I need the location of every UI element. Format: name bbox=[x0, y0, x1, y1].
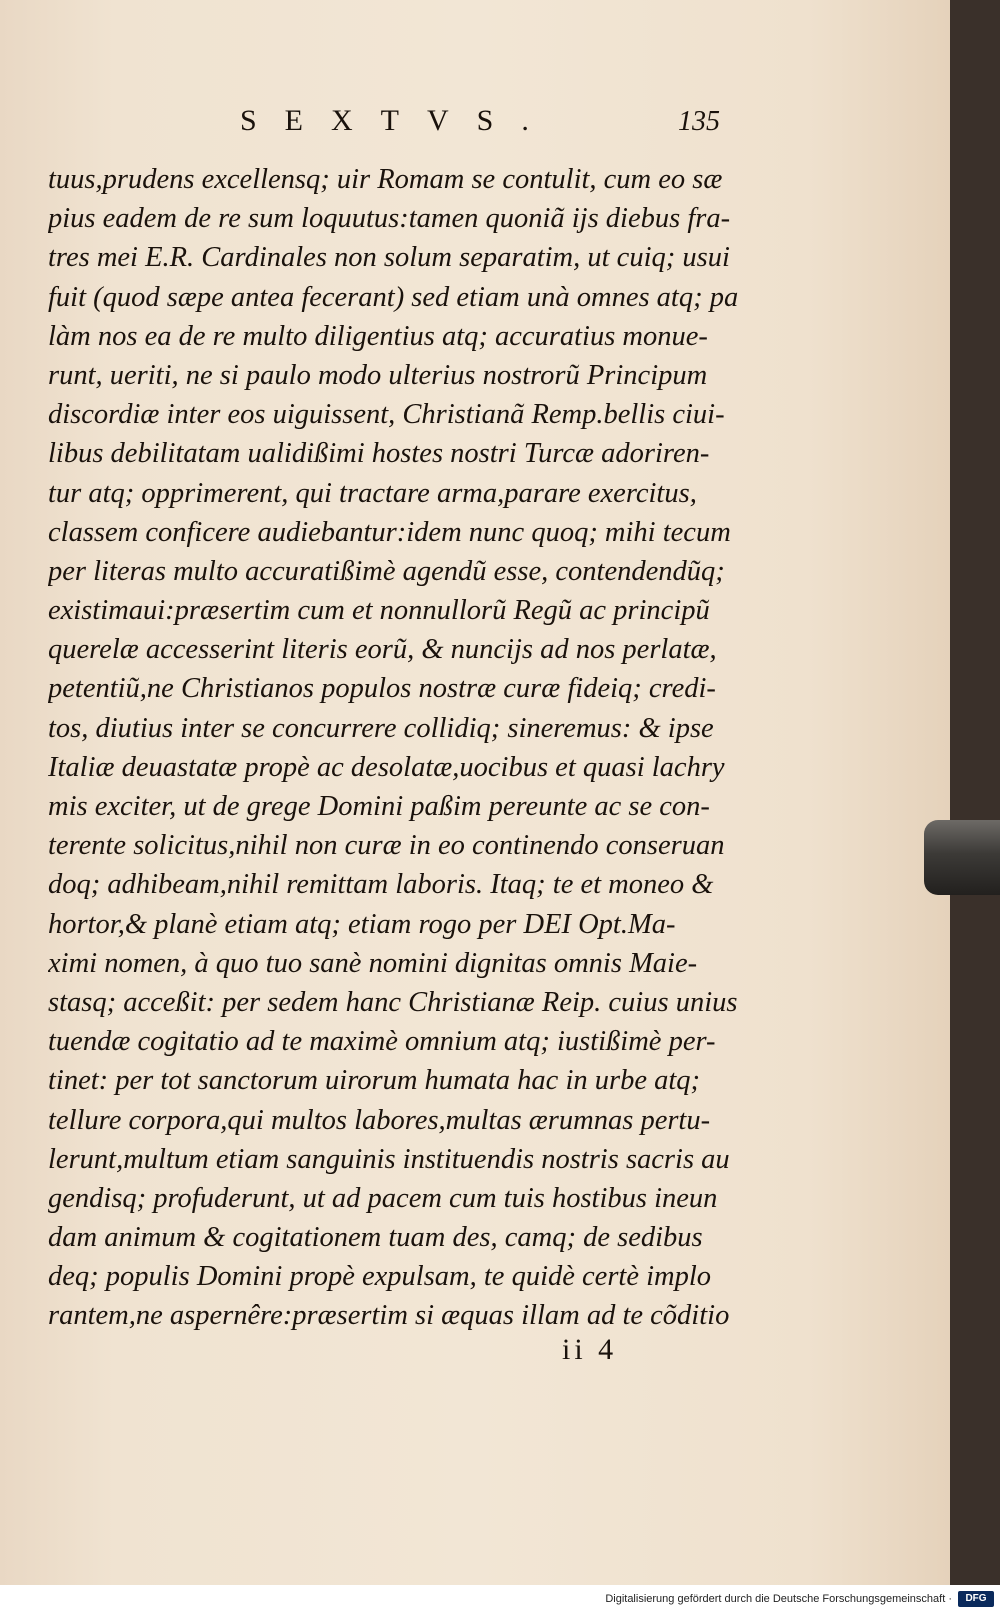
text-line: ximi nomen, à quo tuo sanè nomini dignitas omnis Maie- bbox=[48, 947, 698, 979]
text-line: classem conficere audiebantur:idem nunc quoq; mihi tecum bbox=[48, 516, 731, 548]
text-line: gendisq; profuderunt, ut ad pacem cum tuis hostibus ineun bbox=[48, 1182, 718, 1214]
text-line: mis exciter, ut de grege Domini paßim pereunte ac se con- bbox=[48, 791, 710, 822]
text-line: stasq; acceßit: per sedem hanc Christianæ Reip. cuius unius bbox=[48, 986, 738, 1018]
text-line: tellure corpora,qui multos labores,multas ærumnas pertu- bbox=[48, 1104, 711, 1136]
text-line: Italiæ deuastatæ propè ac desolatæ,uocibus et quasi lachry bbox=[48, 751, 725, 783]
footer-bar bbox=[0, 1585, 1000, 1616]
text-line: pius eadem de re sum loquutus:tamen quoniã ijs diebus fra- bbox=[48, 203, 731, 235]
text-line: tos, diutius inter se concurrere collidiq; sineremus: & ipse bbox=[48, 712, 714, 744]
dfg-logo: DFG bbox=[958, 1591, 994, 1607]
text-line: tuus,prudens excellensq; uir Romam se contulit, cum eo sæ bbox=[48, 164, 723, 195]
text-line: doq; adhibeam,nihil remittam laboris. Itaq; te et moneo & bbox=[48, 869, 714, 901]
text-line: querelæ accesserint literis eorũ, & nuncijs ad nos perlatæ, bbox=[48, 634, 717, 666]
text-line: hortor,& planè etiam atq; etiam rogo per DEI Opt.Ma- bbox=[48, 908, 676, 940]
text-line: deq; populis Domini propè expulsam, te quidè certè implo bbox=[48, 1261, 712, 1293]
body-text bbox=[48, 160, 768, 1336]
text-line: tuendæ cogitatio ad te maximè omnium atq; iustißimè per- bbox=[48, 1026, 716, 1058]
running-head bbox=[50, 104, 770, 144]
page-number: 135 bbox=[678, 106, 720, 137]
text-line: tinet: per tot sanctorum uirorum humata hac in urbe atq; bbox=[48, 1065, 701, 1097]
text-line: rantem,ne aspernêre:præsertim si æquas illam ad te cõditio bbox=[48, 1300, 730, 1332]
text-line: dam animum & cogitationem tuam des, camq; de sedibus bbox=[48, 1222, 703, 1254]
running-title: SEXTVS. bbox=[240, 104, 557, 137]
text-line: petentiũ,ne Christianos populos nostræ curæ fideiq; credi- bbox=[48, 673, 716, 705]
text-line: fuit (quod sæpe antea fecerant) sed etiam unà omnes atq; pa bbox=[48, 281, 739, 313]
footer-credit: Digitalisierung gefördert durch die Deutsche Forschungsgemeinschaft · bbox=[605, 1593, 952, 1605]
signature-mark: ii 4 bbox=[562, 1333, 618, 1366]
text-line: runt, ueriti, ne si paulo modo ulterius nostrorũ Principum bbox=[48, 359, 708, 391]
text-line: làm nos ea de re multo diligentius atq; accuratius monue- bbox=[48, 320, 708, 352]
text-line: tres mei E.R. Cardinales non solum separatim, ut cuiq; usui bbox=[48, 242, 730, 274]
text-line: terente solicitus,nihil non curæ in eo continendo conseruan bbox=[48, 830, 725, 862]
text-line: tur atq; opprimerent, qui tractare arma,parare exercitus, bbox=[48, 477, 697, 509]
text-line: lerunt,multum etiam sanguinis instituendis nostris sacris au bbox=[48, 1143, 730, 1175]
text-line: per literas multo accuratißimè agendũ esse, contendendũq; bbox=[48, 555, 725, 587]
text-line: existimaui:præsertim cum et nonnullorũ Regũ ac principũ bbox=[48, 595, 710, 627]
clasp-tab bbox=[924, 820, 1000, 895]
text-line: discordiæ inter eos uiguissent, Christianã Remp.bellis ciui- bbox=[48, 399, 725, 431]
text-line: libus debilitatam ualidißimi hostes nostri Turcæ adoriren- bbox=[48, 438, 710, 470]
